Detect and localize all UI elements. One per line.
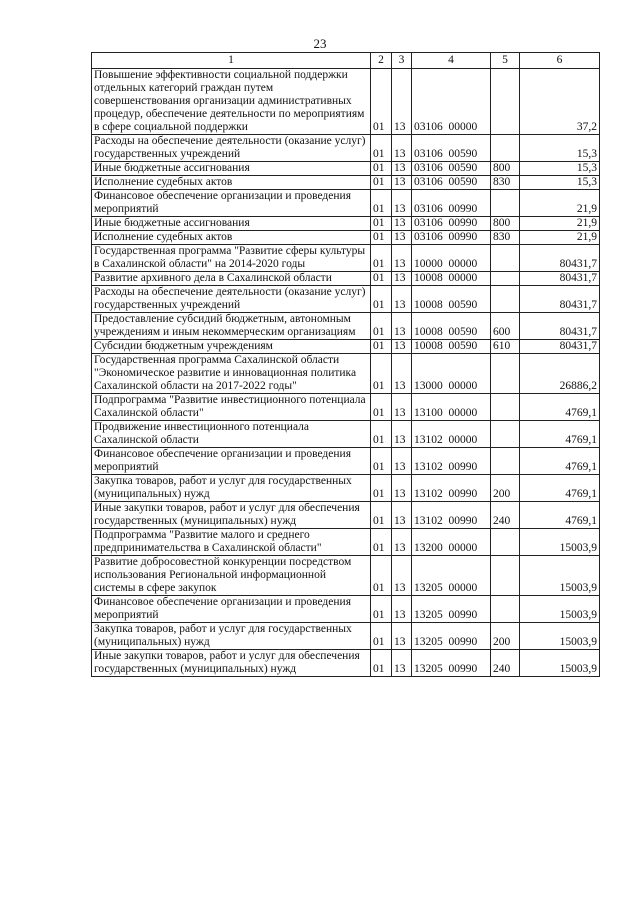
subsection-code: 13	[392, 623, 412, 650]
section-code: 01	[371, 502, 392, 529]
expense-type-code	[491, 354, 520, 394]
subsection-code: 13	[392, 475, 412, 502]
section-code: 01	[371, 650, 392, 677]
target-article-code: 10008 00590	[412, 286, 491, 313]
target-article-code: 13102 00990	[412, 502, 491, 529]
section-code: 01	[371, 217, 392, 231]
table-row	[92, 217, 600, 231]
expense-type-code: 200	[491, 475, 520, 502]
amount: 21,9	[520, 231, 600, 245]
amount: 80431,7	[520, 313, 600, 340]
subsection-code: 13	[392, 245, 412, 272]
section-code: 01	[371, 231, 392, 245]
item-name: Иные бюджетные ассигнования	[92, 217, 371, 231]
amount: 15,3	[520, 176, 600, 190]
column-header: 5	[491, 53, 520, 69]
page-number: 23	[313, 36, 327, 51]
column-header: 4	[412, 53, 491, 69]
item-name: Повышение эффективности социальной поддержки отдельных категорий граждан путем совершенствования организации административных процедур, обеспечение деятельности по мероприятиям в сфере социальной поддержки	[92, 69, 371, 135]
item-name: Развитие добросовестной конкуренции посредством использования Региональной информационной системы в сфере закупок	[92, 556, 371, 596]
target-article-code: 10008 00590	[412, 313, 491, 340]
amount: 15,3	[520, 135, 600, 162]
target-article-code: 13102 00990	[412, 448, 491, 475]
item-name: Подпрограмма "Развитие малого и среднего предпринимательства в Сахалинской области"	[92, 529, 371, 556]
table-row	[92, 421, 600, 448]
expense-type-code: 240	[491, 502, 520, 529]
item-name: Исполнение судебных актов	[92, 231, 371, 245]
expense-type-code: 240	[491, 650, 520, 677]
item-name: Государственная программа "Развитие сферы культуры в Сахалинской области" на 2014-2020 годы	[92, 245, 371, 272]
column-header: 6	[520, 53, 600, 69]
amount: 21,9	[520, 190, 600, 217]
subsection-code: 13	[392, 394, 412, 421]
section-code: 01	[371, 596, 392, 623]
table-row	[92, 650, 600, 677]
target-article-code: 10008 00590	[412, 340, 491, 354]
item-name: Иные бюджетные ассигнования	[92, 162, 371, 176]
amount: 80431,7	[520, 340, 600, 354]
column-header: 2	[371, 53, 392, 69]
amount: 37,2	[520, 69, 600, 135]
target-article-code: 03106 00990	[412, 231, 491, 245]
table-row	[92, 448, 600, 475]
table-row	[92, 313, 600, 340]
expense-type-code	[491, 245, 520, 272]
subsection-code: 13	[392, 162, 412, 176]
subsection-code: 13	[392, 272, 412, 286]
amount: 4769,1	[520, 394, 600, 421]
header-row	[92, 53, 600, 69]
table-row	[92, 162, 600, 176]
table-row	[92, 623, 600, 650]
item-name: Закупка товаров, работ и услуг для государственных (муниципальных) нужд	[92, 623, 371, 650]
subsection-code: 13	[392, 217, 412, 231]
amount: 15003,9	[520, 650, 600, 677]
target-article-code: 10008 00000	[412, 272, 491, 286]
table-row	[92, 245, 600, 272]
section-code: 01	[371, 286, 392, 313]
expense-type-code	[491, 272, 520, 286]
table-row	[92, 190, 600, 217]
expense-type-code	[491, 69, 520, 135]
section-code: 01	[371, 354, 392, 394]
section-code: 01	[371, 162, 392, 176]
subsection-code: 13	[392, 502, 412, 529]
target-article-code: 03106 00990	[412, 217, 491, 231]
subsection-code: 13	[392, 231, 412, 245]
item-name: Развитие архивного дела в Сахалинской области	[92, 272, 371, 286]
subsection-code: 13	[392, 556, 412, 596]
target-article-code: 13102 00990	[412, 475, 491, 502]
target-article-code: 13205 00000	[412, 556, 491, 596]
expense-type-code: 610	[491, 340, 520, 354]
expense-type-code	[491, 286, 520, 313]
item-name: Расходы на обеспечение деятельности (оказание услуг) государственных учреждений	[92, 286, 371, 313]
subsection-code: 13	[392, 176, 412, 190]
table-row	[92, 556, 600, 596]
target-article-code: 10000 00000	[412, 245, 491, 272]
table-row	[92, 135, 600, 162]
subsection-code: 13	[392, 69, 412, 135]
amount: 15,3	[520, 162, 600, 176]
table-row	[92, 340, 600, 354]
amount: 21,9	[520, 217, 600, 231]
expense-type-code: 200	[491, 623, 520, 650]
item-name: Финансовое обеспечение организации и проведения мероприятий	[92, 596, 371, 623]
subsection-code: 13	[392, 354, 412, 394]
section-code: 01	[371, 448, 392, 475]
table-row	[92, 502, 600, 529]
amount: 15003,9	[520, 596, 600, 623]
item-name: Продвижение инвестиционного потенциала Сахалинской области	[92, 421, 371, 448]
item-name: Субсидии бюджетным учреждениям	[92, 340, 371, 354]
subsection-code: 13	[392, 190, 412, 217]
expense-type-code	[491, 190, 520, 217]
table-row	[92, 176, 600, 190]
item-name: Финансовое обеспечение организации и проведения мероприятий	[92, 190, 371, 217]
column-header: 1	[92, 53, 371, 69]
expense-type-code	[491, 529, 520, 556]
subsection-code: 13	[392, 340, 412, 354]
expense-type-code: 830	[491, 231, 520, 245]
section-code: 01	[371, 190, 392, 217]
target-article-code: 13000 00000	[412, 354, 491, 394]
expense-type-code	[491, 421, 520, 448]
table-row	[92, 475, 600, 502]
target-article-code: 03106 00000	[412, 69, 491, 135]
amount: 4769,1	[520, 448, 600, 475]
amount: 4769,1	[520, 502, 600, 529]
item-name: Расходы на обеспечение деятельности (оказание услуг) государственных учреждений	[92, 135, 371, 162]
expense-type-code: 830	[491, 176, 520, 190]
amount: 80431,7	[520, 272, 600, 286]
amount: 15003,9	[520, 556, 600, 596]
column-header: 3	[392, 53, 412, 69]
section-code: 01	[371, 421, 392, 448]
subsection-code: 13	[392, 313, 412, 340]
section-code: 01	[371, 135, 392, 162]
item-name: Иные закупки товаров, работ и услуг для обеспечения государственных (муниципальных) нужд	[92, 502, 371, 529]
amount: 15003,9	[520, 623, 600, 650]
section-code: 01	[371, 623, 392, 650]
section-code: 01	[371, 475, 392, 502]
target-article-code: 13205 00990	[412, 596, 491, 623]
target-article-code: 03106 00590	[412, 135, 491, 162]
table-row	[92, 69, 600, 135]
amount: 15003,9	[520, 529, 600, 556]
target-article-code: 13205 00990	[412, 623, 491, 650]
table-row	[92, 286, 600, 313]
subsection-code: 13	[392, 421, 412, 448]
target-article-code: 03106 00990	[412, 190, 491, 217]
amount: 80431,7	[520, 245, 600, 272]
subsection-code: 13	[392, 650, 412, 677]
expense-type-code	[491, 394, 520, 421]
expense-type-code: 800	[491, 162, 520, 176]
section-code: 01	[371, 176, 392, 190]
section-code: 01	[371, 313, 392, 340]
expense-type-code	[491, 135, 520, 162]
subsection-code: 13	[392, 286, 412, 313]
table-row	[92, 354, 600, 394]
item-name: Исполнение судебных актов	[92, 176, 371, 190]
expense-type-code	[491, 596, 520, 623]
amount: 80431,7	[520, 286, 600, 313]
item-name: Закупка товаров, работ и услуг для государственных (муниципальных) нужд	[92, 475, 371, 502]
target-article-code: 13102 00000	[412, 421, 491, 448]
amount: 4769,1	[520, 475, 600, 502]
section-code: 01	[371, 556, 392, 596]
section-code: 01	[371, 245, 392, 272]
item-name: Иные закупки товаров, работ и услуг для обеспечения государственных (муниципальных) нужд	[92, 650, 371, 677]
expense-type-code: 600	[491, 313, 520, 340]
section-code: 01	[371, 69, 392, 135]
expense-type-code	[491, 556, 520, 596]
target-article-code: 13200 00000	[412, 529, 491, 556]
subsection-code: 13	[392, 596, 412, 623]
table-row	[92, 231, 600, 245]
section-code: 01	[371, 272, 392, 286]
target-article-code: 03106 00590	[412, 162, 491, 176]
amount: 4769,1	[520, 421, 600, 448]
item-name: Предоставление субсидий бюджетным, автономным учреждениям и иным некоммерческим организациям	[92, 313, 371, 340]
item-name: Государственная программа Сахалинской области "Экономическое развитие и инновационная политика Сахалинской области на 2017-2022 годы"	[92, 354, 371, 394]
amount: 26886,2	[520, 354, 600, 394]
target-article-code: 13100 00000	[412, 394, 491, 421]
table-row	[92, 394, 600, 421]
table-row	[92, 529, 600, 556]
table-body	[92, 69, 600, 677]
item-name: Подпрограмма "Развитие инвестиционного потенциала Сахалинской области"	[92, 394, 371, 421]
subsection-code: 13	[392, 448, 412, 475]
expense-type-code	[491, 448, 520, 475]
budget-table	[91, 52, 600, 677]
target-article-code: 13205 00990	[412, 650, 491, 677]
subsection-code: 13	[392, 529, 412, 556]
subsection-code: 13	[392, 135, 412, 162]
item-name: Финансовое обеспечение организации и проведения мероприятий	[92, 448, 371, 475]
target-article-code: 03106 00590	[412, 176, 491, 190]
section-code: 01	[371, 529, 392, 556]
expense-type-code: 800	[491, 217, 520, 231]
table-row	[92, 596, 600, 623]
section-code: 01	[371, 340, 392, 354]
section-code: 01	[371, 394, 392, 421]
table-row	[92, 272, 600, 286]
